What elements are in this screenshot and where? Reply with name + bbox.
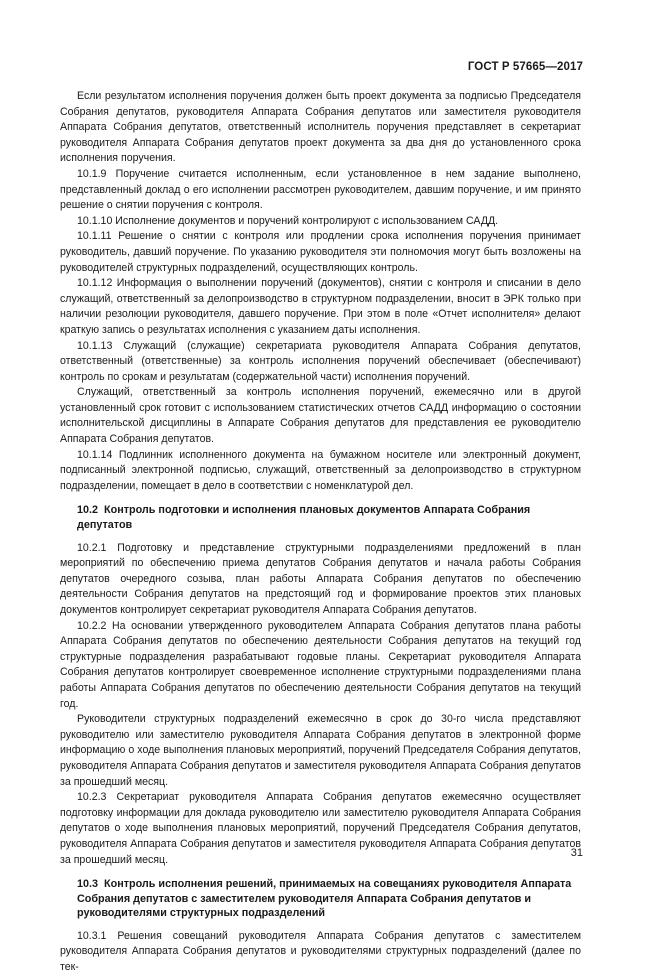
- standard-designation: ГОСТ Р 57665—2017: [467, 61, 583, 73]
- paragraph: Если результатом исполнения поручения должен быть проект документа за подписью Председателя Собрания депутатов, руководителя Аппарата Собрания депутатов или заместителя руководителя Аппарата Собрания депутатов, ответственный исполнитель поручения представляет в секретариат руководителя Аппарата Собрания депутатов проект документа за два дня до установленного срока исполнения поручения.: [60, 90, 581, 165]
- paragraph: 10.3.1 Решения совещаний руководителя Аппарата Собрания депутатов с заместителем руководителя Аппарата Собрания депутатов и руководителями структурных подразделений (далее по тек-: [60, 929, 581, 974]
- paragraph: Руководители структурных подразделений ежемесячно в срок до 30-го числа представляют руководителю или заместителю руководителя Аппарата Собрания депутатов в электронной форме информацию о ходе выполнения плановых мероприятий, поручений Председателя Собрания депутатов, руководителя Аппарата Собрания депутатов и заместителя руководителя Аппарата Собрания депутатов за прошедший месяц.: [60, 713, 581, 788]
- section-title: Контроль подготовки и исполнения плановых документов Аппарата Собрания депутатов: [77, 504, 531, 532]
- paragraph: 10.1.9 Поручение считается исполненным, если установленное в нем задание выполнено, представленный доклад о его исполнении рассмотрен руководителем, давшим поручение, и им принято решение о снятии поручения с контроля.: [60, 167, 581, 212]
- section-heading-10-3: [60, 877, 581, 921]
- paragraph: 10.1.10 Исполнение документов и поручений контролируют с использованием САДД.: [77, 214, 499, 227]
- paragraph: Служащий, ответственный за контроль исполнения поручений, ежемесячно или в другой установленный срок готовит с использованием статистических отчетов САДД информацию о состоянии исполнительской дисциплины в Аппарате Собрания депутатов для представления ее руководителю Аппарата Собрания депутатов.: [60, 386, 581, 446]
- section-heading-10-2: [60, 503, 581, 532]
- section-title: Контроль исполнения решений, принимаемых на совещаниях руководителя Аппарата Собрания депутатов с заместителем руководителя Аппарата Собрания депутатов и руководителями структурных подразделений: [77, 878, 572, 920]
- paragraph: 10.1.13 Служащий (служащие) секретариата руководителя Аппарата Собрания депутатов, ответственный (ответственные) за контроль исполнения поручений обеспечивает (обеспечивают) контроль по срокам и результатам (содержательной части) исполнения поручений.: [60, 339, 581, 383]
- paragraph: 10.1.11 Решение о снятии с контроля или продлении срока исполнения поручения принимает руководитель, давший поручение. По указанию руководителя эти полномочия могут быть возложены на руководителей структурных подразделений, осуществляющих контроль.: [60, 230, 581, 274]
- section-number: 10.2: [77, 504, 99, 517]
- paragraph: 10.2.3 Секретариат руководителя Аппарата Собрания депутатов ежемесячно осуществляет подготовку информации для доклада руководителю или заместителю руководителя Аппарата Собрания депутатов о ходе выполнения плановых мероприятий, поручений Председателя Собрания депутатов, руководителя Аппарата Собрания депутатов и заместителя руководителя Аппарата Собрания депутатов за прошедший месяц.: [60, 791, 581, 866]
- paragraph: 10.1.14 Подлинник исполненного документа на бумажном носителе или электронный документ, подписанный электронной подписью, служащий, ответственный за делопроизводство в структурном подразделении, помещает в дело в соответствии с номенклатурой дел.: [60, 448, 581, 492]
- page-body: [60, 89, 581, 976]
- section-number: 10.3: [77, 878, 99, 891]
- paragraph: 10.2.1 Подготовку и представление структурными подразделениями предложений в план мероприятий по обеспечению приема депутатов Собрания депутатов и начала работы Собрания депутатов очередного созыва, план работы Аппарата Собрания депутатов по обеспечению деятельности Собрания депутатов на предстоящий год и формирование проектов этих плановых документов контролирует секретариат руководителя Аппарата Собрания депутатов.: [60, 541, 581, 616]
- paragraph: 10.2.2 На основании утвержденного руководителем Аппарата Собрания депутатов плана работы Аппарата Собрания депутатов по обеспечению деятельности Собрания депутатов на текущий год структурные подразделения разрабатывают годовые планы. Секретариат руководителя Аппарата Собрания депутатов контролирует своевременное исполнение структурными подразделениями плана работы Аппарата Собрания депутатов по обеспечению деятельности Собрания депутатов на текущий год.: [60, 619, 581, 710]
- page-number: 31: [570, 847, 583, 859]
- paragraph: 10.1.12 Информация о выполнении поручений (документов), снятии с контроля и списании в дело служащий, ответственный за делопроизводство в структурном подразделении, вносит в ЭРК только при наличии резолюции руководителя, давшего поручение. При этом в поле «Отчет исполнителя» делают краткую запись о результатах исполнения с указанием даты исполнения.: [60, 277, 581, 336]
